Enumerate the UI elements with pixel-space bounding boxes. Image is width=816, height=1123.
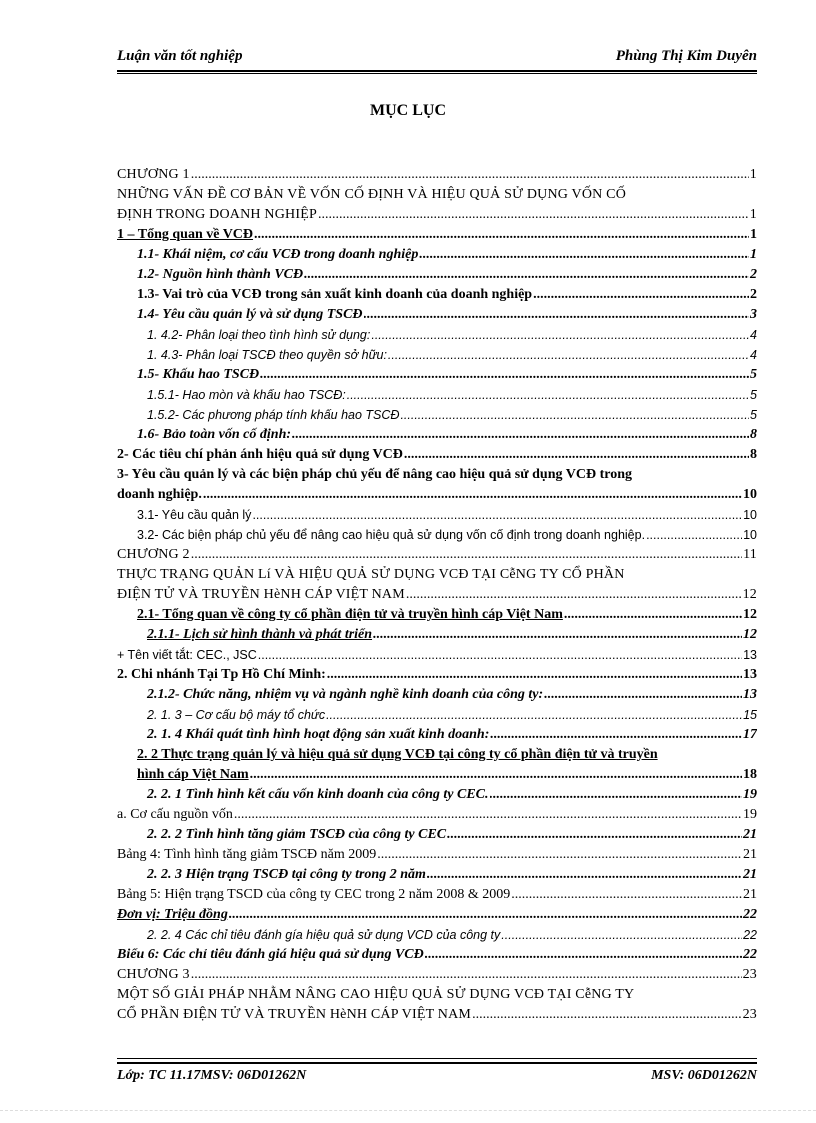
toc-entry[interactable]: 2. 2. 4 Các chỉ tiêu đánh gía hiệu quả sử dụng VCD của công ty ..... 22 xyxy=(117,925,757,945)
toc-entry[interactable]: 2- Các tiêu chí phản ánh hiệu quả sử dụng VCĐ ..... 8 xyxy=(117,445,757,465)
toc-entry[interactable]: Biểu 6: Các chỉ tiêu đánh giá hiệu quả sử dụng VCĐ ..... 22 xyxy=(117,945,757,965)
page-footer xyxy=(117,1062,757,1086)
page-edge-divider xyxy=(0,1110,816,1111)
toc-entry[interactable]: 2. 1. 4 Khái quát tình hình hoạt động sản xuất kinh doanh: ..... 17 xyxy=(117,725,757,745)
header-right-text: Phùng Thị Kim Duyên xyxy=(615,48,757,64)
toc-entry[interactable]: 3.1- Yêu cầu quản lý ..... 10 xyxy=(117,505,757,525)
toc-entry[interactable]: Bảng 4: Tình hình tăng giảm TSCĐ năm 2009 ..... 21 xyxy=(117,845,757,865)
toc-entry[interactable]: CHƯƠNG 3 ..... 23 xyxy=(117,965,757,985)
toc-entry[interactable]: a. Cơ cấu nguồn vốn ..... 19 xyxy=(117,805,757,825)
toc-entry[interactable]: 2. 2. 1 Tình hình kết cấu vốn kinh doanh của công ty CEC. ..... 19 xyxy=(117,785,757,805)
toc-entry[interactable]: 3.2- Các biện pháp chủ yếu để nâng cao hiệu quả sử dụng vốn cố định trong doanh nghiệp. ..... 10 xyxy=(117,525,757,545)
toc-entry[interactable]: 1.6- Bảo toàn vốn cố định: ..... 8 xyxy=(117,425,757,445)
toc-entry[interactable]: hình cáp Việt Nam ..... 18 xyxy=(117,765,757,785)
toc-entry[interactable]: 1.2- Nguồn hình thành VCĐ ..... 2 xyxy=(117,265,757,285)
toc-entry[interactable]: 2.1.1- Lịch sử hình thành và phát triển ..... 12 xyxy=(117,625,757,645)
page-title: MỤC LỤC xyxy=(370,102,446,119)
toc-entry[interactable]: 1.1- Khái niệm, cơ cấu VCĐ trong doanh nghiệp ..... 1 xyxy=(117,245,757,265)
toc-entry-line: NHỮNG VẤN ĐỀ CƠ BẢN VỀ VỐN CỐ ĐỊNH VÀ HIỆU QUẢ SỬ DỤNG VỐN CỐ xyxy=(117,187,627,202)
toc-entry[interactable]: 2.1.2- Chức năng, nhiệm vụ và ngành nghề kinh doanh của công ty: ..... 13 xyxy=(117,685,757,705)
toc-entry[interactable]: doanh nghiệp. ..... 10 xyxy=(117,485,757,505)
toc-entry[interactable]: Bảng 5: Hiện trạng TSCD của công ty CEC trong 2 năm 2008 & 2009 ..... 21 xyxy=(117,885,757,905)
toc-entry[interactable]: Đơn vị: Triệu đồng ..... 22 xyxy=(117,905,757,925)
toc-entry[interactable]: 1.3- Vai trò của VCĐ trong sản xuất kinh doanh của doanh nghiệp ..... 2 xyxy=(117,285,757,305)
toc-entry[interactable]: 2. Chi nhánh Tại Tp Hồ Chí Minh: ..... 13 xyxy=(117,665,757,685)
toc-entry[interactable]: 1.5.1- Hao mòn và khấu hao TSCĐ: ..... 5 xyxy=(117,385,757,405)
toc-entry[interactable]: 1. 4.2- Phân loại theo tình hình sử dụng: ..... 4 xyxy=(117,325,757,345)
toc-entry[interactable]: CỔ PHẦN ĐIỆN TỬ VÀ TRUYỀN HèNH CÁP VIỆT NAM ..... 23 xyxy=(117,1005,757,1025)
toc-entry[interactable]: 1.5.2- Các phương pháp tính khấu hao TSCĐ ..... 5 xyxy=(117,405,757,425)
toc-entry[interactable]: 2.1- Tổng quan về công ty cổ phần điện tử và truyền hình cáp Việt Nam ..... 12 xyxy=(117,605,757,625)
toc-entry[interactable]: ĐIỆN TỬ VÀ TRUYỀN HèNH CÁP VIỆT NAM ..... 12 xyxy=(117,585,757,605)
footer-right-text: MSV: 06D01262N xyxy=(651,1068,757,1083)
footer-rule xyxy=(117,1058,757,1059)
toc-entry[interactable]: 1 – Tổng quan về VCĐ ..... 1 xyxy=(117,225,757,245)
header-left-text: Luận văn tốt nghiệp xyxy=(117,48,243,64)
toc-entry[interactable]: ĐỊNH TRONG DOANH NGHIỆP ..... 1 xyxy=(117,205,757,225)
toc-entry[interactable]: 1.4- Yêu cầu quản lý và sử dụng TSCĐ ..... 3 xyxy=(117,305,757,325)
page-header xyxy=(117,48,757,72)
toc-entry[interactable]: 2. 2. 2 Tình hình tăng giảm TSCĐ của công ty CEC ..... 21 xyxy=(117,825,757,845)
toc-entry-line: THỰC TRẠNG QUẢN Lí VÀ HIỆU QUẢ SỬ DỤNG VCĐ TẠI CễNG TY CỔ PHẦN xyxy=(117,567,625,582)
toc-entry-line: MỘT SỐ GIẢI PHÁP NHẰM NÂNG CAO HIỆU QUẢ SỬ DỤNG VCĐ TẠI CễNG TY xyxy=(117,987,635,1002)
toc-entry[interactable]: 2. 1. 3 – Cơ cấu bộ máy tổ chức ..... 15 xyxy=(117,705,757,725)
header-rule xyxy=(117,73,757,74)
toc-entry[interactable]: 2. 2. 3 Hiện trạng TSCĐ tại công ty trong 2 năm ..... 21 xyxy=(117,865,757,885)
toc-entry[interactable]: 1.5- Khấu hao TSCĐ ..... 5 xyxy=(117,365,757,385)
toc-entry[interactable]: + Tên viết tắt: CEC., JSC ..... 13 xyxy=(117,645,757,665)
toc-entry[interactable]: 1. 4.3- Phân loại TSCĐ theo quyền sở hữu: ..... 4 xyxy=(117,345,757,365)
toc-entry-line: 2. 2 Thực trạng quản lý và hiệu quả sử dụng VCĐ tại công ty cổ phần điện tử và truyền xyxy=(137,747,658,762)
table-of-contents xyxy=(117,165,757,1025)
footer-left-text: Lớp: TC 11.17MSV: 06D01262N xyxy=(117,1068,307,1083)
toc-entry[interactable]: CHƯƠNG 2 ..... 11 xyxy=(117,545,757,565)
toc-entry[interactable]: CHƯƠNG 1 ..... 1 xyxy=(117,165,757,185)
toc-entry-line: 3- Yêu cầu quản lý và các biện pháp chủ yếu để nâng cao hiệu quả sử dụng VCĐ trong xyxy=(117,467,632,482)
